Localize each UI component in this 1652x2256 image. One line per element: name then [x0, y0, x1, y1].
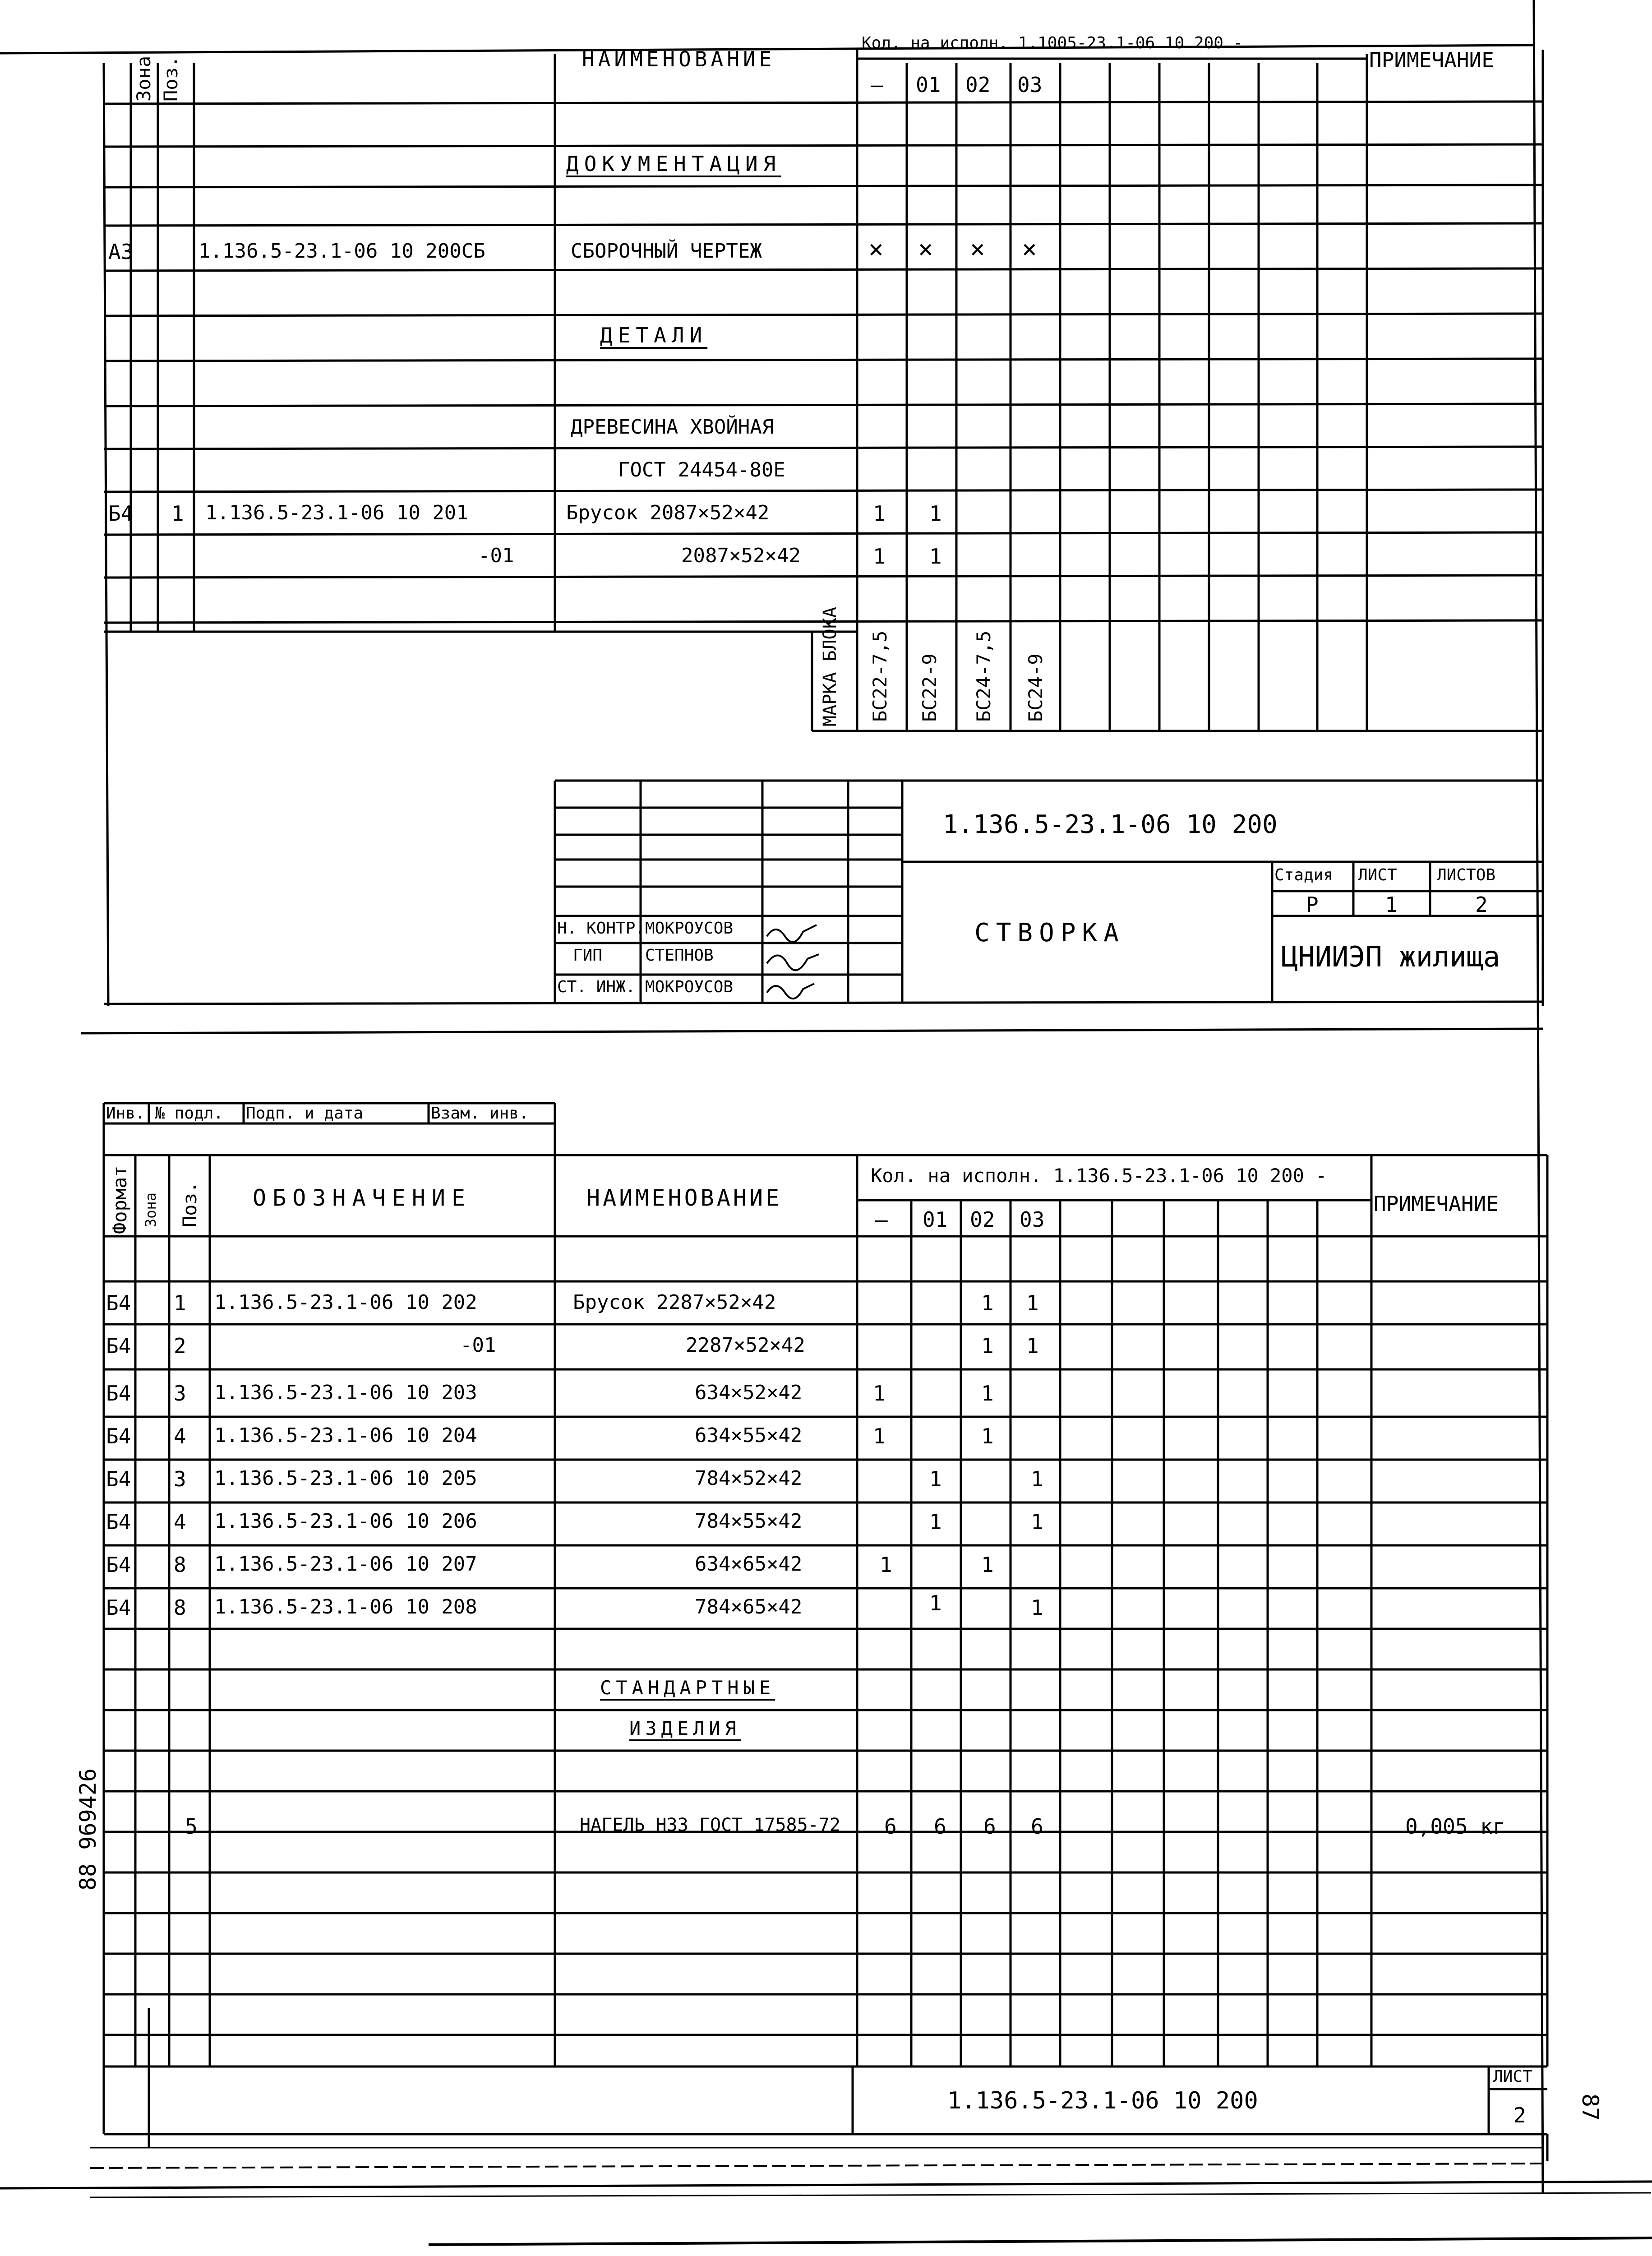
signer-name: СТЕПНОВ [645, 946, 714, 965]
row-pos: 5 [185, 1814, 198, 1839]
header-primechanie: ПРИМЕЧАНИЕ [1369, 48, 1494, 72]
qty-cell: 1 [981, 1334, 994, 1358]
qty-cell: 6 [884, 1814, 897, 1839]
stage-label: Стадия [1274, 866, 1334, 884]
row-designation: 1.136.5-23.1-06 10 207 [214, 1553, 477, 1576]
qty-cell: 1 [873, 544, 886, 569]
row-name: 634×52×42 [695, 1381, 803, 1404]
header-poz: Поз. [179, 1181, 201, 1227]
qty-cell: 1 [981, 1553, 994, 1577]
row-designation: -01 [478, 544, 514, 567]
row-designation: 1.136.5-23.1-06 10 202 [214, 1291, 477, 1314]
row-format: Б4 [106, 1510, 131, 1534]
qty-cell: 6 [1031, 1814, 1043, 1839]
section-standard-items-2: ИЗДЕЛИЯ [629, 1717, 741, 1739]
row-name: ГОСТ 24454-80Е [618, 458, 785, 481]
row-name: ДРЕВЕСИНА ХВОЙНАЯ [571, 416, 774, 439]
row-format: Б4 [106, 1334, 131, 1358]
row-name: 2287×52×42 [686, 1334, 805, 1357]
header-naimenovanie: НАИМЕНОВАНИЕ [582, 47, 775, 71]
qty-cell: 1 [1031, 1467, 1043, 1491]
row-format: Б4 [106, 1291, 131, 1315]
header-zona: Зона [133, 55, 155, 102]
row-designation: 1.136.5-23.1-06 10 208 [214, 1595, 477, 1618]
header-naimenovanie: НАИМЕНОВАНИЕ [586, 1185, 782, 1211]
qty-cell: 1 [1031, 1510, 1043, 1534]
qty-cell: × [868, 235, 884, 264]
qty-cell: 1 [1026, 1334, 1039, 1358]
sheets-value: 2 [1475, 892, 1488, 917]
row-designation: 1.136.5-23.1-06 10 200СБ [198, 240, 485, 263]
row-format: Б4 [108, 501, 134, 526]
row-pos: 3 [174, 1467, 186, 1491]
header-format: Формат [109, 1165, 131, 1234]
row-name: Брусок 2087×52×42 [566, 501, 770, 524]
qty-cell: × [918, 235, 933, 264]
row-designation: 1.136.5-23.1-06 10 206 [214, 1510, 477, 1533]
col-label-02: 02 [970, 1207, 995, 1232]
qty-cell: 1 [873, 501, 886, 526]
row-note: 0,005 кг [1405, 1814, 1505, 1839]
row-name: 784×55×42 [695, 1510, 803, 1533]
marka-value: БС24-7,5 [973, 630, 995, 722]
row-name: СБОРОЧНЫЙ ЧЕРТЕЖ [571, 240, 762, 263]
signer-name: МОКРОУСОВ [645, 919, 734, 938]
col-label-base: — [871, 73, 883, 97]
qty-cell: 1 [929, 544, 942, 569]
sheet-label: ЛИСТ [1358, 866, 1397, 884]
row-pos: 2 [174, 1334, 186, 1358]
col-label-01: 01 [916, 73, 941, 97]
footer-sheet-label: ЛИСТ [1493, 2067, 1532, 2086]
row-designation: 1.136.5-23.1-06 10 204 [214, 1424, 477, 1447]
header-primechanie: ПРИМЕЧАНИЕ [1374, 1192, 1499, 1216]
marka-value: БС22-9 [918, 653, 941, 722]
marka-label: МАРКА БЛОКА [820, 607, 840, 726]
qty-cell: 1 [873, 1424, 886, 1448]
row-pos: 1 [174, 1291, 186, 1315]
row-pos: 4 [174, 1510, 186, 1534]
header-zona: Зона [142, 1192, 159, 1227]
sheets-label: ЛИСТОВ [1437, 866, 1496, 884]
row-format: А3 [108, 240, 134, 264]
qty-cell: 1 [1031, 1595, 1043, 1620]
row-designation: 1.136.5-23.1-06 10 205 [214, 1467, 477, 1490]
header-oboznachenie: ОБОЗНАЧЕНИЕ [253, 1185, 472, 1211]
qty-cell: 1 [873, 1381, 886, 1405]
organization: ЦНИИЭП жилища [1281, 940, 1500, 973]
row-pos: 1 [171, 501, 184, 526]
row-format: Б4 [106, 1467, 131, 1491]
row-format: Б4 [106, 1553, 131, 1577]
row-format: Б4 [106, 1595, 131, 1620]
signer-role: СТ. ИНЖ. [557, 978, 636, 996]
header-kol-na-ispoln: Кол. на исполн. 1.136.5-23.1-06 10 200 - [871, 1165, 1327, 1187]
row-name: 784×65×42 [695, 1595, 803, 1618]
qty-cell: 1 [929, 1467, 942, 1491]
marka-value: БС22-7,5 [869, 630, 891, 722]
row-pos: 8 [174, 1595, 186, 1620]
row-format: Б4 [106, 1381, 131, 1405]
page-number: 87 [1577, 2094, 1603, 2121]
row-designation: 1.136.5-23.1-06 10 203 [214, 1381, 477, 1404]
row-name: 634×65×42 [695, 1553, 803, 1576]
row-designation: 1.136.5-23.1-06 10 201 [205, 501, 468, 524]
row-pos: 8 [174, 1553, 186, 1577]
marka-value: БС24-9 [1024, 653, 1047, 722]
stamp-inv-podl: Инв. № подл. [106, 1104, 224, 1123]
signer-name: МОКРОУСОВ [645, 978, 734, 996]
sheet-value: 1 [1385, 892, 1398, 917]
qty-cell: 1 [929, 1510, 942, 1534]
footer-sheet-value: 2 [1514, 2103, 1526, 2127]
qty-cell: 1 [1026, 1291, 1039, 1315]
stamp-vzam-inv: Взам. инв. [431, 1104, 529, 1123]
stage-value: Р [1306, 892, 1319, 917]
col-label-02: 02 [965, 73, 991, 97]
qty-cell: 1 [981, 1291, 994, 1315]
section-documentation: ДОКУМЕНТАЦИЯ [566, 152, 781, 176]
row-pos: 3 [174, 1381, 186, 1405]
header-kol-na-ispoln: Кол. на исполн. 1.1005-23.1-06 10 200 - [862, 34, 1243, 52]
qty-cell: 1 [981, 1424, 994, 1448]
row-name: 784×52×42 [695, 1467, 803, 1490]
qty-cell: 6 [934, 1814, 946, 1839]
section-details: ДЕТАЛИ [600, 323, 708, 347]
row-pos: 4 [174, 1424, 186, 1448]
col-label-03: 03 [1017, 73, 1043, 97]
margin-note: 88 969426 [75, 1768, 101, 1891]
section-standard-items-1: СТАНДАРТНЫЕ [600, 1677, 775, 1699]
signer-role: Н. КОНТР. [557, 919, 646, 938]
stamp-podp-data: Подп. и дата [246, 1104, 364, 1123]
row-name: НАГЕЛЬ Н33 ГОСТ 17585-72 [580, 1815, 840, 1835]
row-name: 634×55×42 [695, 1424, 803, 1447]
row-name: Брусок 2287×52×42 [573, 1291, 776, 1314]
row-designation: -01 [460, 1334, 496, 1357]
qty-cell: 1 [929, 1591, 942, 1615]
col-label-base: — [875, 1207, 888, 1232]
qty-cell: 6 [983, 1814, 996, 1839]
qty-cell: × [1022, 235, 1037, 264]
signer-role: ГИП [573, 946, 603, 965]
qty-cell: 1 [880, 1553, 892, 1577]
row-name: 2087×52×42 [681, 544, 801, 567]
title-block-code: 1.136.5-23.1-06 10 200 [943, 810, 1278, 839]
row-format: Б4 [106, 1424, 131, 1448]
col-label-03: 03 [1020, 1207, 1045, 1232]
col-label-01: 01 [923, 1207, 948, 1232]
qty-cell: × [970, 235, 985, 264]
title-block-title: СТВОРКА [974, 918, 1126, 948]
header-poz: Поз. [160, 55, 182, 102]
footer-code: 1.136.5-23.1-06 10 200 [947, 2087, 1258, 2114]
qty-cell: 1 [929, 501, 942, 526]
qty-cell: 1 [981, 1381, 994, 1405]
